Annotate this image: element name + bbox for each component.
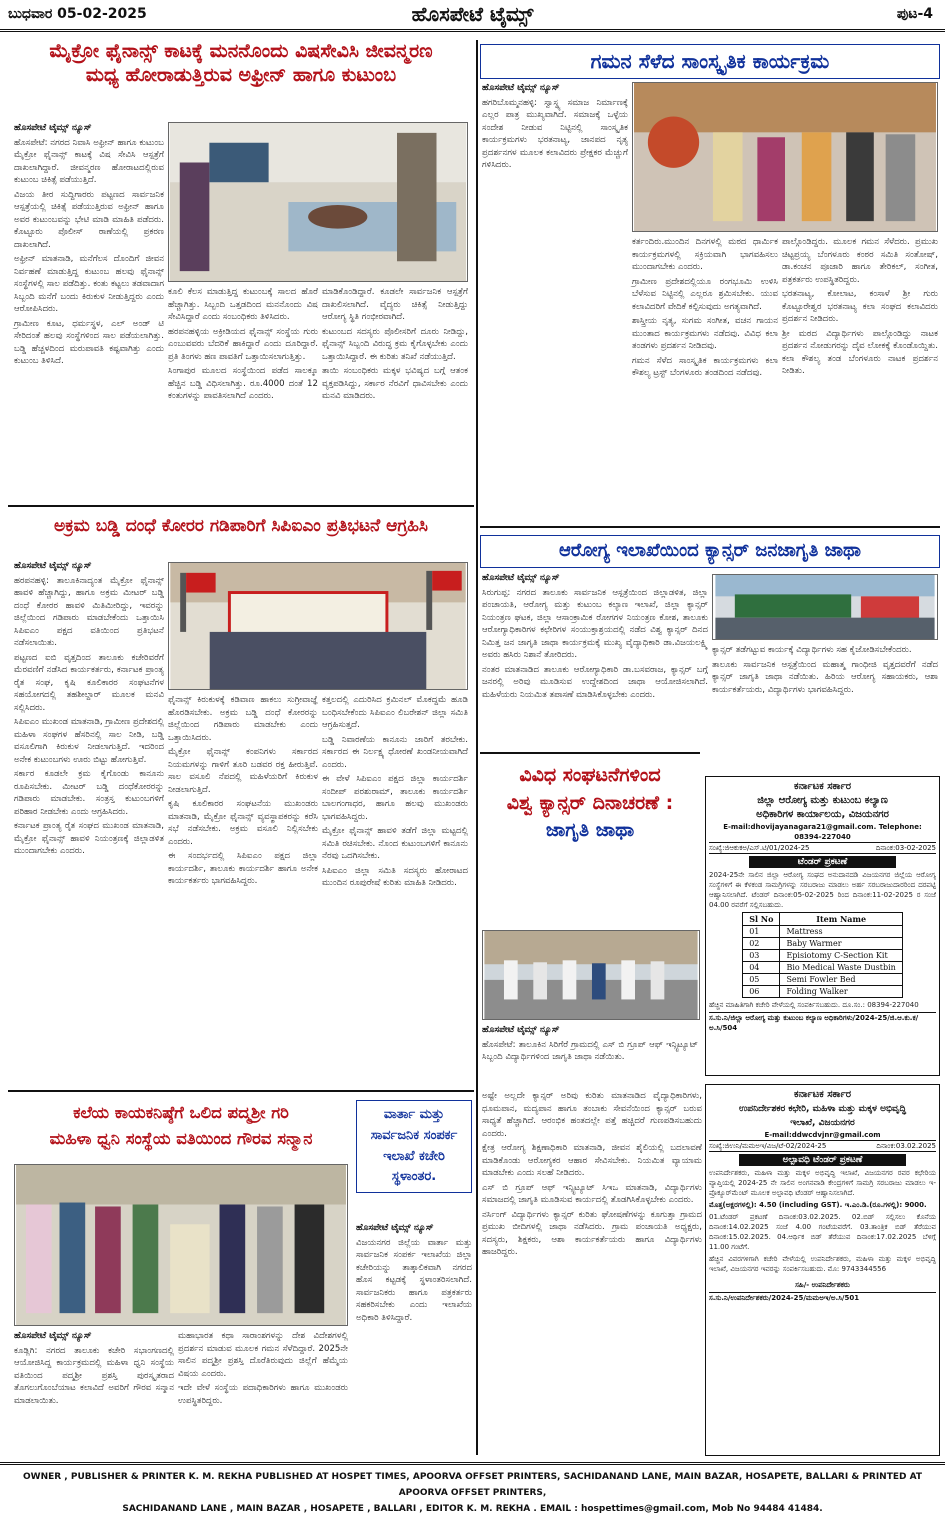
tender2-body: ಉಪನಿರ್ದೇಶಕರು, ಮಹಿಳಾ ಮತ್ತು ಮಕ್ಕಳ ಅಭಿವೃದ್ಧಿ ಇಲಾಖೆ, ವಿಜಯನಗರ ರವರ ಕಛೇರಿಯ ವ್ಯಾಪ್ತಿಯಲ್ಲಿ 2024-25 ನೇ ಸಾಲಿನ ಅಂಗನವಾಡಿ ಕೇಂದ್ರಗಳಿಗೆ ಸಾಮಗ್ರಿ ಸರಬರಾಜು ಮಾಡಲು ಇ-ಪ್ರೊಕ್ಯೂರ್‌ಮೆಂಟ್ ಮೂಲಕ ಅಲ್ಪಾವಧಿ ಟೆಂಡರ್ ಆಹ್ವಾನಿಸಲಾಗಿದೆ.: [709, 1169, 936, 1197]
stage-photo-image: [633, 83, 937, 231]
tender1-footer-ref: ಸ.ಸು.ನಿ/ಜಿಲ್ಲಾ ಆರೋಗ್ಯ ಮತ್ತು ಕುಟುಂಬ ಕಲ್ಯಾಣ ಅಧಿಕಾರಿಗಳು/2024-25/ಜಿ.ಆ.ಕು.ಕ/ಅ.ಸಿ/504: [709, 1012, 936, 1033]
page-number: ಪುಟ-4: [896, 6, 933, 22]
tender1-date: ದಿನಾಂಕ:03-02-2025: [875, 844, 936, 852]
tender2-dept-line2: ಇಲಾಖೆ, ವಿಜಯನಗರ: [790, 1118, 855, 1128]
article6-felicitation-photo: [14, 1164, 348, 1326]
article2-body-col2: ಕರ್ತಂದಿರು.ಮುಂದಿನ ದಿನಗಳಲ್ಲಿ ಮಠದ ಧಾರ್ಮಿಕ ಕಾರ್ಯಕ್ರಮಗಳಲ್ಲಿ ಸಕ್ರಿಯವಾಗಿ ಭಾಗವಹಿಸಲು ಮುಂದಾಗಬೇಕು ಎಂದರು. ಗ್ರಾಮೀಣ ಪ್ರದೇಶದಲ್ಲಿಯೂ ರಂಗಭೂಮಿ ಉಳಿಸಿ ಬೆಳೆಸುವ ನಿಟ್ಟಿನಲ್ಲಿ ಎಲ್ಲರೂ ಶ್ರಮಿಸಬೇಕು. ಯುವ ಕಲಾವಿದರಿಗೆ ವೇದಿಕೆ ಕಲ್ಪಿಸುವುದು ಅಗತ್ಯವಾಗಿದೆ. ಶಾಸ್ತ್ರೀಯ ನೃತ್ಯ, ಸುಗಮ ಸಂಗೀತ, ವಚನ ಗಾಯನ ಮುಂತಾದ ಕಾರ್ಯಕ್ರಮಗಳು ನಡೆದವು. ವಿವಿಧ ಕಲಾ ತಂಡಗಳು ಪ್ರದರ್ಶನ ನೀಡಿದವು. ಗಮನ ಸೆಳೆದ ಸಾಂಸ್ಕೃತಿಕ ಕಾರ್ಯಕ್ರಮಗಳು ಕಲಾ ಕೌಶಲ್ಯ ಟ್ರಸ್ಟ್ ಬೆಂಗಳೂರು ತಂಡದಿಂದ ನಡೆದವು.: [632, 237, 778, 378]
article1-body-col1: ಹೊಸಪೇಟೆ ಟೈಮ್ಸ್ ನ್ಯೂಸ್ ಹೊಸಪೇಟೆ: ನಗರದ ನಿವಾಸಿ ಅಫ್ರೀನ್ ಹಾಗೂ ಕುಟುಂಬ ಮೈಕ್ರೋ ಫೈನಾನ್ಸ್ ಕಾಟಕ್ಕೆ ವಿಷ ಸೇವಿಸಿ ಆಸ್ಪತ್ರೆಗೆ ದಾಖಲಾಗಿದ್ದಾರೆ. ಜೀವನ್ಮರಣ ಹೋರಾಟದಲ್ಲಿರುವ ಕುಟುಂಬ ಚಿಕಿತ್ಸೆ ಪಡೆಯುತ್ತಿದೆ. ವಿಜಯ ತೀರ ಸುದ್ದಿಗಾರರು ಪಟ್ಟಣದ ಸಾರ್ವಜನಿಕ ಆಸ್ಪತ್ರೆಯಲ್ಲಿ ಚಿಕಿತ್ಸೆ ಪಡೆಯುತ್ತಿರುವ ಅಫ್ರೀನ್ ಹಾಗೂ ಅವರ ಕುಟುಂಬವನ್ನು ಭೇಟಿ ಮಾಡಿ ಮಾಹಿತಿ ಪಡೆದರು. ಕೊಟ್ಟೂರು ಪೊಲೀಸ್ ಠಾಣೆಯಲ್ಲಿ ಪ್ರಕರಣ ದಾಖಲಾಗಿದೆ. ಅಫ್ರೀನ್ ಮಾತನಾಡಿ, ಮನೆಗೆಲಸ ದೊಂದಿಗೆ ಜೀವನ ನಿರ್ವಹಣೆ ಮಾಡುತ್ತಿದ್ದ ಕುಟುಂಬ ಹಲವು ಫೈನಾನ್ಸ್ ಸಂಸ್ಥೆಗಳಲ್ಲಿ ಸಾಲ ಪಡೆದಿತ್ತು. ಕಂತು ಕಟ್ಟಲು ತಡವಾದಾಗ ಸಿಬ್ಬಂದಿ ಮನೆಗೆ ಬಂದು ಕಿರುಕುಳ ನೀಡುತ್ತಿದ್ದರು ಎಂದು ಆರೋಪಿಸಿದರು. ಗ್ರಾಮೀಣ ಕೂಟ, ಧರ್ಮಸ್ಥಳ, ಎಲ್ ಅಂಡ್ ಟಿ ಸೇರಿದಂತೆ ಹಲವು ಸಂಸ್ಥೆಗಳಿಂದ ಸಾಲ ಪಡೆಯಲಾಗಿತ್ತು. ಬಡ್ಡಿ ಹೆಚ್ಚಳದಿಂದ ಮರುಪಾವತಿ ಕಷ್ಟವಾಗಿತ್ತು ಎಂದು ಕುಟುಂಬ ತಿಳಿಸಿದೆ.: [14, 123, 164, 366]
article5-headline-line3: ಜಾಗೃತಿ ಜಾಥಾ: [545, 819, 635, 842]
tender1-items-table: [742, 912, 903, 998]
article1-headline-line2: ಮಧ್ಯ ಹೋರಾಡುತ್ತಿರುವ ಅಫ್ರೀನ್ ಹಾಗೂ ಕುಟುಂಬ: [85, 63, 397, 86]
section-divider: [480, 752, 700, 754]
tender1-item: Semi Fowler Bed: [780, 974, 902, 986]
tender1-item: Baby Warmer: [780, 938, 902, 950]
felicitation-photo-image: [15, 1165, 347, 1325]
table-row: [743, 986, 903, 998]
tender1-dept-line1: ಜಿಲ್ಲಾ ಆರೋಗ್ಯ ಮತ್ತು ಕುಟುಂಬ ಕಲ್ಯಾಣ: [757, 795, 888, 806]
article5-body-col1: ಹೊಸಪೇಟೆ ಟೈಮ್ಸ್ ನ್ಯೂಸ್ ಹೊಸಪೇಟೆ: ತಾಲೂಕಿನ ಸಿರಿಗೆರೆ ಗ್ರಾಮದಲ್ಲಿ ಎಸ್ ಬಿ ಗ್ರೂಪ್ ಆಫ್ ಇನ್ಸ್ಟಿಟ್ಯೂಟ್ ಸಿಬ್ಬಂದಿ ವಿದ್ಯಾರ್ಥಿಗಳಿಂದ ಜಾಗೃತಿ ಜಾಥಾ ನಡೆಯಿತು.: [482, 1025, 698, 1062]
tender1-sl: 01: [743, 926, 780, 938]
table-row: [743, 938, 903, 950]
article4-byline: ಹೊಸಪೇಟೆ ಟೈಮ್ಸ್ ನ್ಯೂಸ್: [482, 573, 560, 583]
footer-line2: SACHIDANAND LANE , MAIN BAZAR , HOSAPETE , BALLARI , EDITOR K. M. REKHA . EMAIL : hospettimes@gmail.com, Mob No 94484 41484.: [122, 1504, 823, 1514]
tender1-sl: 02: [743, 938, 780, 950]
tender2-phone: 9743344556: [841, 1265, 887, 1273]
article5-headline-line2: ವಿಶ್ವ ಕ್ಯಾನ್ಸರ್ ದಿನಾಚರಣೆ :: [506, 791, 674, 814]
publisher-footer: [0, 1462, 945, 1514]
article1-byline: ಹೊಸಪೇಟೆ ಟೈಮ್ಸ್ ನ್ಯೂಸ್: [14, 123, 92, 133]
tender1-item: Folding Walker: [780, 986, 902, 998]
article5-byline: ಹೊಸಪೇಟೆ ಟೈಮ್ಸ್ ನ್ಯೂಸ್: [482, 1025, 560, 1035]
article4-body-col1: ಹೊಸಪೇಟೆ ಟೈಮ್ಸ್ ನ್ಯೂಸ್ ಸಿರುಗುಪ್ಪ: ನಗರದ ತಾಲೂಕು ಸಾರ್ವಜನಿಕ ಆಸ್ಪತ್ರೆಯಿಂದ ಜಿಲ್ಲಾಡಳಿತ, ಜಿಲ್ಲಾ ಪಂಚಾಯತಿ, ಆರೋಗ್ಯ ಮತ್ತು ಕುಟುಂಬ ಕಲ್ಯಾಣ ಇಲಾಖೆ, ಜಿಲ್ಲಾ ಕ್ಯಾನ್ಸರ್ ನಿಯಂತ್ರಣ ಘಟಕ, ಜಿಲ್ಲಾ ಆಸಾಂಕ್ರಾಮಿಕ ರೋಗಗಳ ನಿಯಂತ್ರಣ ಕೋಶ, ತಾಲೂಕು ಆರೋಗ್ಯಾಧಿಕಾರಿಗಳ ಕಛೇರಿಗಳ ಸಂಯುಕ್ತಾಶ್ರಯದಲ್ಲಿ ನಡೆದ ವಿಶ್ವ ಕ್ಯಾನ್ಸರ್ ದಿನದ ನಿಮಿತ್ತ ಜನ ಜಾಗೃತಿ ಜಾಥಾ ಕಾರ್ಯಕ್ರಮಕ್ಕೆ ಮುಖ್ಯ ವೈದ್ಯಾಧಿಕಾರಿ ಡಾ.ವಿಜಯಲಕ್ಷ್ಮಿ ಅವರು ಹಸಿರು ನಿಶಾನೆ ತೋರಿದರು. ನಂತರ ಮಾತನಾಡಿದ ತಾಲೂಕು ಆರೋಗ್ಯಾಧಿಕಾರಿ ಡಾ.ಬಸವರಾಜ, ಕ್ಯಾನ್ಸರ್ ಬಗ್ಗೆ ಜನರಲ್ಲಿ ಅರಿವು ಮೂಡಿಸುವ ಉದ್ದೇಶದಿಂದ ಜಾಥಾ ಆಯೋಜಿಸಲಾಗಿದೆ. ಮಹಿಳೆಯರು ನಿಯಮಿತ ತಪಾಸಣೆ ಮಾಡಿಸಿಕೊಳ್ಳಬೇಕು ಎಂದರು.: [482, 573, 708, 700]
table-row: [743, 926, 903, 938]
section-divider: [8, 505, 474, 507]
tender1-ref: ಸಂಖ್ಯೆ:ಜಿಆಕುಕಅ/ಎಸ್.ಟಿ/01/2024-25: [709, 844, 810, 852]
tender2-dept-line1: ಉಪನಿರ್ದೇಶಕರ ಕಛೇರಿ, ಮಹಿಳಾ ಮತ್ತು ಮಕ್ಕಳ ಅಭಿವೃದ್ಧಿ: [738, 1104, 907, 1114]
article5-walk-photo: [482, 930, 700, 1020]
tender1-item: Bio Medical Waste Dustbin: [780, 962, 902, 974]
masthead: [0, 0, 945, 32]
tender2-title: ಅಲ್ಪಾವಧಿ ಟೆಂಡರ್ ಪ್ರಕಟಣೆ: [739, 1154, 906, 1166]
article2-headline: ಗಮನ ಸೆಳೆದ ಸಾಂಸ್ಕೃತಿಕ ಕಾರ್ಯಕ್ರಮ: [480, 44, 940, 79]
tender2-ref: ಸಂಖ್ಯೆ:ಜಿಉನಿ/ಮಮಅಇ/ವಿಜ/ಟೆ-02/2024-25: [709, 1142, 827, 1150]
tender-notice-health: [705, 776, 940, 1076]
tender2-schedule: 01.ಟೆಂಡರ್ ಪ್ರಕಟಣೆ ದಿನಾಂಕ:03.02.2025. 02.ಬಿಡ್ ಸಲ್ಲಿಸಲು ಕೊನೆಯ ದಿನಾಂಕ:14.02.2025 ಸಂಜೆ 4.00 ಗಂಟೆಯವರೆಗೆ. 03.ತಾಂತ್ರಿಕ ಬಿಡ್ ತೆರೆಯುವ ದಿನಾಂಕ:15.02.2025. 04.ಆರ್ಥಿಕ ಬಿಡ್ ತೆರೆಯುವ ದಿನಾಂಕ:17.02.2025 ಬೆಳಿಗ್ಗೆ 11.00 ಗಂಟೆಗೆ.: [709, 1213, 936, 1251]
tender1-sl: 03: [743, 950, 780, 962]
table-row: [743, 962, 903, 974]
article2-body-col3: ಪಾಲ್ಗೊಂಡಿದ್ದರು. ಮೂಲಕ ಗಮನ ಸೆಳೆದರು. ಪ್ರಮುಖ ಚಿಟ್ಟಪ್ರಯ್ಯ ಬೆಂಗಳೂರು ಕಂಠರ ಸಮಿತಿ ಸಂತೋಷ್, ಡಾ.ಕಂಚನ ಪೂಜಾರಿ ಹಾಗೂ ತೇರಿಕಲ್, ಸಂಗೀತ, ಪತ್ರಕರ್ತರು ಉಪಸ್ಥಿತರಿದ್ದರು. ಭರತನಾಟ್ಯ, ಕೋಲಾಟ, ಕಂಸಾಳೆ ಶ್ರೀ ಗುರು ಕೊಟ್ಟೂರೇಶ್ವರ ಭರತನಾಟ್ಯ ಕಲಾ ಸಂಘದ ಕಲಾವಿದರು ಪ್ರದರ್ಶನ ನೀಡಿದರು. ಶ್ರೀ ಮಠದ ವಿದ್ಯಾರ್ಥಿಗಳು ಪಾಲ್ಗೊಂಡಿದ್ದು ನಾಟಕ ಪ್ರದರ್ಶನ ನೋಡುಗರನ್ನು ದೈವ ಲೋಕಕ್ಕೆ ಕೊಂಡೊಯ್ದಿತು. ಕಲಾ ಕೌಶಲ್ಯ ತಂಡ ಬೆಂಗಳೂರು ನಾಟಕ ಪ್ರದರ್ಶನ ನೀಡಿತು.: [782, 237, 938, 376]
article4-body-col2: ಕ್ಯಾನ್ಸರ್ ತಡೆಗಟ್ಟುವ ಕಾರ್ಯಕ್ಕೆ ವಿದ್ಯಾರ್ಥಿಗಳು ಸಹ ಕೈಜೋಡಿಸಬೇಕೆಂದರು. ತಾಲೂಕು ಸಾರ್ವಜನಿಕ ಆಸ್ಪತ್ರೆಯಿಂದ ಮಹಾತ್ಮ ಗಾಂಧೀಜಿ ವೃತ್ತದವರೆಗೆ ನಡೆದ ಕ್ಯಾನ್ಸರ್ ಜಾಗೃತಿ ಜಾಥಾ ನಡೆಯಿತು. ಹಿರಿಯ ಆರೋಗ್ಯ ಸಹಾಯಕರು, ಆಶಾ ಕಾರ್ಯಕರ್ತೆಯರು, ವಿದ್ಯಾರ್ಥಿಗಳು ಭಾಗವಹಿಸಿದ್ದರು.: [712, 645, 938, 695]
tender2-amount: ಮೊತ್ತ(ಅಕ್ಷರಗಳಲ್ಲಿ): 4.50 (including GST). ಇ.ಎಂ.ಡಿ.(ರೂ.ಗಳಲ್ಲಿ): 9000.: [709, 1201, 927, 1209]
article4-rally-photo: [712, 574, 938, 640]
article6-body-col2: ಮಹಾಭಾರತ ಕಥಾ ಸಾರಾಂಶಗಳನ್ನು ದೇಶ ವಿದೇಶಗಳಲ್ಲಿ ಪ್ರದರ್ಶನ ಮಾಡುವ ಮೂಲಕ ಗಮನ ಸೆಳೆದಿದ್ದಾರೆ. 2025ನೇ ಸಾಲಿನ ಪದ್ಮಶ್ರೀ ಪ್ರಶಸ್ತಿ ದೊರೆತಿರುವುದು ಜಿಲ್ಲೆಗೆ ಹೆಮ್ಮೆಯ ವಿಷಯ ಎಂದರು. ಇದೇ ವೇಳೆ ಸಂಸ್ಥೆಯ ಪದಾಧಿಕಾರಿಗಳು ಹಾಗೂ ಮುಖಂಡರು ಉಪಸ್ಥಿತರಿದ್ದರು.: [178, 1331, 348, 1406]
tender-notice-wcd: [705, 1084, 940, 1456]
tender2-contact: E-mail:ddwcdvjnr@gmail.com: [764, 1131, 881, 1139]
protest-photo-image: [169, 563, 467, 689]
tender1-col-item: Item Name: [780, 913, 902, 926]
article3-body-col2: ಫೈನಾನ್ಸ್ ಕಿರುಕುಳಕ್ಕೆ ಕಡಿವಾಣ ಹಾಕಲು ಸುಗ್ರೀವಾಜ್ಞೆ ಹೊರಡಿಸಬೇಕು. ಅಕ್ರಮ ಬಡ್ಡಿ ದಂಧೆ ಕೋರರನ್ನು ಜಿಲ್ಲೆಯಿಂದ ಗಡಿಪಾರು ಮಾಡಬೇಕು ಎಂದು ಒತ್ತಾಯಿಸಿದರು. ಮೈಕ್ರೋ ಫೈನಾನ್ಸ್ ಕಂಪನಿಗಳು ಸರ್ಕಾರದ ನಿಯಮಗಳನ್ನು ಗಾಳಿಗೆ ತೂರಿ ಬಡವರ ರಕ್ತ ಹೀರುತ್ತಿವೆ. ಸಾಲ ವಸೂಲಿ ನೆಪದಲ್ಲಿ ಮಹಿಳೆಯರಿಗೆ ಕಿರುಕುಳ ನೀಡಲಾಗುತ್ತಿದೆ. ಕೃಷಿ ಕೂಲಿಕಾರರ ಸಂಘಟನೆಯ ಮುಖಂಡರು ಮಾತನಾಡಿ, ಮೈಕ್ರೋ ಫೈನಾನ್ಸ್ ವ್ಯವಸ್ಥಾಪಕರನ್ನು ಕರೆಸಿ ಸಭೆ ನಡೆಸಬೇಕು. ಅಕ್ರಮ ವಸೂಲಿ ನಿಲ್ಲಿಸಬೇಕು ಎಂದರು. ಈ ಸಂದರ್ಭದಲ್ಲಿ ಸಿಪಿಐಎಂ ಪಕ್ಷದ ಜಿಲ್ಲಾ ಕಾರ್ಯದರ್ಶಿ, ತಾಲೂಕು ಕಾರ್ಯದರ್ಶಿ ಹಾಗೂ ಅನೇಕ ಕಾರ್ಯಕರ್ತರು ಭಾಗವಹಿಸಿದ್ದರು.: [168, 695, 318, 886]
tender1-dept-line2: ಅಧಿಕಾರಿಗಳ ಕಾರ್ಯಾಲಯ, ವಿಜಯನಗರ: [756, 809, 889, 820]
walk-photo-image: [483, 931, 699, 1019]
article7-body: ಹೊಸಪೇಟೆ ಟೈಮ್ಸ್ ನ್ಯೂಸ್ ವಿಜಯನಗರ ಜಿಲ್ಲೆಯ ವಾರ್ತಾ ಮತ್ತು ಸಾರ್ವಜನಿಕ ಸಂಪರ್ಕ ಇಲಾಖೆಯ ಜಿಲ್ಲಾ ಕಚೇರಿಯನ್ನು ತಾತ್ಕಾಲಿಕವಾಗಿ ನಗರದ ಹೊಸ ಕಟ್ಟಡಕ್ಕೆ ಸ್ಥಳಾಂತರಿಸಲಾಗಿದೆ. ಸಾರ್ವಜನಿಕರು ಹಾಗೂ ಪತ್ರಕರ್ತರು ಸಹಕರಿಸಬೇಕು ಎಂದು ಇಲಾಖೆಯ ಅಧಿಕಾರಿ ತಿಳಿಸಿದ್ದಾರೆ.: [356, 1223, 472, 1323]
tender2-footer-ref: ಸ.ಸು.ನಿ/ಉಪನಿರ್ದೇಶಕರು/2024-25/ಮಮಅಇ/ಅ.ಸಿ/501: [709, 1292, 936, 1303]
article3-body-col3: ಕತ್ತಲದಲ್ಲಿ ಎದುರಿಸಿದ ಕ್ರಮಿನಲ್ ಮೊಕದ್ದಮೆ ಹೂಡಿ ಬಂಧಿಸಬೇಕೆಂದು ಸಿಪಿಐಎಂ ಲಿಬರೇಶನ್ ಜಿಲ್ಲಾ ಸಮಿತಿ ಆಗ್ರಹಿಸುತ್ತದೆ. ಬಡ್ಡಿ ನಿವಾರಣೆಯ ಕಾನೂನು ಜಾರಿಗೆ ತರಬೇಕು. ಸರ್ಕಾರದ ಈ ನಿರ್ಲಕ್ಷ್ಯ ಧೋರಣೆ ಖಂಡನೀಯವಾಗಿದೆ ಎಂದರು. ಈ ವೇಳೆ ಸಿಪಿಐಎಂ ಪಕ್ಷದ ಜಿಲ್ಲಾ ಕಾರ್ಯದರ್ಶಿ ಸಂದೀಪ್ ಪರಶುರಾಮ್, ತಾಲೂಕು ಕಾರ್ಯದರ್ಶಿ ಬಾಲಗಂಗಾಧರ, ಹಾಗೂ ಹಲವು ಮುಖಂಡರು ಭಾಗವಹಿಸಿದ್ದರು. ಮೈಕ್ರೋ ಫೈನಾನ್ಸ್ ಹಾವಳಿ ತಡೆಗೆ ಜಿಲ್ಲಾ ಮಟ್ಟದಲ್ಲಿ ಸಮಿತಿ ರಚಿಸಬೇಕು. ನೊಂದ ಕುಟುಂಬಗಳಿಗೆ ಕಾನೂನು ನೆರವು ಒದಗಿಸಬೇಕು. ಸಿಪಿಐಎಂ ಜಿಲ್ಲಾ ಸಮಿತಿ ಸದಸ್ಯರು ಹೋರಾಟದ ಮುಂದಿನ ರೂಪುರೇಷೆ ಕುರಿತು ಮಾಹಿತಿ ನೀಡಿದರು.: [322, 695, 468, 888]
article1-body-col2: ಕೂಲಿ ಕೆಲಸ ಮಾಡುತ್ತಿದ್ದ ಕುಟುಂಬಕ್ಕೆ ಸಾಲದ ಹೊರೆ ಹೆಚ್ಚಾಗಿತ್ತು. ಸಿಬ್ಬಂದಿ ಒತ್ತಡದಿಂದ ಮನನೊಂದು ವಿಷ ಸೇವಿಸಿದ್ದಾರೆ ಎಂದು ಸಂಬಂಧಿಕರು ತಿಳಿಸಿದರು. ಹರಪನಹಳ್ಳಿಯ ಅಕ್ರೀಡಿಯದ ಫೈನಾನ್ಸ್ ಸಂಸ್ಥೆಯ ಗುರು ಎಂಬುವವರು ಬೆದರಿಕೆ ಹಾಕಿದ್ದಾರೆ ಎಂದು ದೂರಿದ್ದಾರೆ. ಪ್ರತಿ ತಿಂಗಳು ಹಣ ಪಾವತಿಗೆ ಒತ್ತಾಯಿಸಲಾಗುತ್ತಿತ್ತು. ಸಿಂಗಾಪುರ ಮೂಲದ ಸಂಸ್ಥೆಯಿಂದ ಪಡೆದ ಸಾಲಕ್ಕೂ ಹೆಚ್ಚಿನ ಬಡ್ಡಿ ವಿಧಿಸಲಾಗಿತ್ತು. ರೂ.4000 ದಂತೆ 12 ಕಂತುಗಳನ್ನು ಪಾವತಿಸಲಾಗಿದೆ ಎಂದರು.: [168, 287, 318, 401]
table-row: [743, 950, 903, 962]
tender2-ref-row: [709, 1140, 936, 1152]
article2-byline: ಹೊಸಪೇಟೆ ಟೈಮ್ಸ್ ನ್ಯೂಸ್: [482, 83, 560, 93]
tender1-sl: 05: [743, 974, 780, 986]
column-divider: [476, 40, 478, 1455]
tender1-item: Episiotomy C-Section Kit: [780, 950, 902, 962]
rally-photo-image: [713, 575, 937, 639]
article6-headline-line2: ಮಹಿಳಾ ಧ್ವನಿ ಸಂಸ್ಥೆಯ ವತಿಯಿಂದ ಗೌರವ ಸನ್ಮಾನ: [49, 1128, 313, 1148]
article1-headline-line1: ಮೈಕ್ರೋ ಫೈನಾನ್ಸ್ ಕಾಟಕ್ಕೆ ಮನನೊಂದು ವಿಷಸೇವಿಸಿ ಜೀವನ್ಮರಣ: [49, 40, 433, 62]
article3-body-col1: ಹೊಸಪೇಟೆ ಟೈಮ್ಸ್ ನ್ಯೂಸ್ ಹರಪನಹಳ್ಳಿ: ತಾಲೂಕಿನಾದ್ಯಂತ ಮೈಕ್ರೋ ಫೈನಾನ್ಸ್ ಹಾವಳಿ ಹೆಚ್ಚಾಗಿದ್ದು, ಹಾಗೂ ಅಕ್ರಮ ಮೀಟರ್ ಬಡ್ಡಿ ದಂಧೆ ಕೋರರ ಹಾವಳಿ ಮಿತಿಮೀರಿದ್ದು, ಇವರನ್ನು ಜಿಲ್ಲೆಯಿಂದ ಗಡಿಪಾರು ಮಾಡಬೇಕೆಂದು ಒತ್ತಾಯಿಸಿ ಸಿಪಿಐಎಂ ಪಕ್ಷದ ವತಿಯಿಂದ ಪ್ರತಿಭಟನೆ ನಡೆಸಲಾಯಿತು. ಪಟ್ಟಣದ ಐಬಿ ವೃತ್ತದಿಂದ ತಾಲೂಕು ಕಚೇರಿವರೆಗೆ ಮೆರವಣಿಗೆ ನಡೆಸಿದ ಕಾರ್ಯಕರ್ತರು, ಕರ್ನಾಟಕ ಪ್ರಾಂತ್ಯ ರೈತ ಸಂಘ, ಕೃಷಿ ಕೂಲಿಕಾರರ ಸಂಘಟನೆಗಳ ಸಹಯೋಗದಲ್ಲಿ ತಹಶೀಲ್ದಾರ್ ಮೂಲಕ ಮನವಿ ಸಲ್ಲಿಸಿದರು. ಸಿಪಿಐಎಂ ಮುಖಂಡ ಮಾತನಾಡಿ, ಗ್ರಾಮೀಣ ಪ್ರದೇಶದಲ್ಲಿ ಮಹಿಳಾ ಸಂಘಗಳ ಹೆಸರಿನಲ್ಲಿ ಸಾಲ ನೀಡಿ, ಬಡ್ಡಿ ವಸೂಲಿಗಾಗಿ ಕಿರುಕುಳ ನೀಡಲಾಗುತ್ತಿದೆ. ಇದರಿಂದ ಅನೇಕ ಕುಟುಂಬಗಳು ಊರು ಬಿಟ್ಟು ಹೋಗುತ್ತಿವೆ. ಸರ್ಕಾರ ಕೂಡಲೇ ಕ್ರಮ ಕೈಗೊಂಡು ಕಾನೂನು ರೂಪಿಸಬೇಕು. ಮೀಟರ್ ಬಡ್ಡಿ ದಂಧೆಕೋರರನ್ನು ಗಡಿಪಾರು ಮಾಡಬೇಕು. ಸಂತ್ರಸ್ತ ಕುಟುಂಬಗಳಿಗೆ ಪರಿಹಾರ ನೀಡಬೇಕು ಎಂದು ಆಗ್ರಹಿಸಿದರು. ಕರ್ನಾಟಕ ಪ್ರಾಂತ್ಯ ರೈತ ಸಂಘದ ಮುಖಂಡ ಮಾತನಾಡಿ, ಮೈಕ್ರೋ ಫೈನಾನ್ಸ್ ಹಾವಳಿ ನಿಯಂತ್ರಣಕ್ಕೆ ಜಿಲ್ಲಾಡಳಿತ ಮುಂದಾಗಬೇಕು ಎಂದರು.: [14, 561, 164, 856]
article2-stage-photo: [632, 82, 938, 232]
tender1-body: 2024-25ನೇ ಸಾಲಿನ ಜಿಲ್ಲಾ ಆರೋಗ್ಯ ಸಂಘದ ಅನುದಾನದಡಿ ವಿಜಯನಗರ ಜಿಲ್ಲೆಯ ಆರೋಗ್ಯ ಸಂಸ್ಥೆಗಳಿಗೆ ಈ ಕೆಳಕಂಡ ಸಾಮಗ್ರಿಗಳನ್ನು ಸರಬರಾಜು ಮಾಡಲು ಅರ್ಹ ಸರಬರಾಜುದಾರರಿಂದ ದರಪಟ್ಟಿ ಆಹ್ವಾನಿಸಲಾಗಿದೆ. ಟೆಂಡರ್ ದಿನಾಂಕ:05-02-2025 ರಿಂದ ದಿನಾಂಕ:11-02-2025 ರ ಸಂಜೆ 04.00 ರವರೆಗೆ ಸಲ್ಲಿಸಬಹುದು.: [709, 871, 936, 909]
tender1-govt: ಕರ್ನಾಟಕ ಸರ್ಕಾರ: [793, 781, 852, 792]
table-row: [743, 974, 903, 986]
article3-headline: ಅಕ್ರಮ ಬಡ್ಡಿ ದಂಧೆ ಕೋರರ ಗಡಿಪಾರಿಗೆ ಸಿಪಿಐಎಂ ಪ್ರತಿಭಟನೆ ಆಗ್ರಹಿಸಿ: [54, 516, 428, 536]
article1-hospital-photo: [168, 122, 468, 282]
tender2-date: ದಿನಾಂಕ:03.02.2025: [876, 1142, 936, 1150]
tender1-sl: 06: [743, 986, 780, 998]
article6-body-col1: ಹೊಸಪೇಟೆ ಟೈಮ್ಸ್ ನ್ಯೂಸ್ ಕೂಡ್ಲಿಗಿ: ನಗರದ ತಾಲೂಕು ಕಚೇರಿ ಸಭಾಂಗಣದಲ್ಲಿ ಆಯೋಜಿಸಿದ್ದ ಕಾರ್ಯಕ್ರಮದಲ್ಲಿ ಮಹಿಳಾ ಧ್ವನಿ ಸಂಸ್ಥೆಯ ವತಿಯಿಂದ ಪದ್ಮಶ್ರೀ ಪ್ರಶಸ್ತಿ ಪುರಸ್ಕೃತರಾದ ತೊಗಲುಗೊಂಬೆಯಾಟ ಕಲಾವಿದೆ ಅವರಿಗೆ ಗೌರವ ಸನ್ಮಾನ ಮಾಡಲಾಯಿತು.: [14, 1331, 174, 1406]
tender1-ref-row: [709, 842, 936, 854]
article1-headline: [10, 40, 472, 88]
tender1-terms: ಹೆಚ್ಚಿನ ಮಾಹಿತಿಗಾಗಿ ಕಚೇರಿ ವೇಳೆಯಲ್ಲಿ ಸಂಪರ್ಕಿಸಬಹುದು. ದೂ.ಸಂ.: 08394-227040: [709, 1001, 919, 1009]
tender1-col-sl: Sl No: [743, 913, 780, 926]
article6-headline-line1: ಕಲೆಯ ಕಾಯಕನಿಷ್ಠೆಗೆ ಒಲಿದ ಪದ್ಮಶ್ರೀ ಗರಿ: [73, 1103, 289, 1122]
article1-body-col3: ಮಾಡಿಕೊಂಡಿದ್ದಾರೆ. ಕೂಡಲೇ ಸಾರ್ವಜನಿಕ ಆಸ್ಪತ್ರೆಗೆ ದಾಖಲಿಸಲಾಗಿದೆ. ವೈದ್ಯರು ಚಿಕಿತ್ಸೆ ನೀಡುತ್ತಿದ್ದು ಆರೋಗ್ಯ ಸ್ಥಿತಿ ಗಂಭೀರವಾಗಿದೆ. ಕುಟುಂಬದ ಸದಸ್ಯರು ಪೊಲೀಸರಿಗೆ ದೂರು ನೀಡಿದ್ದು, ಫೈನಾನ್ಸ್ ಸಿಬ್ಬಂದಿ ವಿರುದ್ಧ ಕ್ರಮ ಕೈಗೊಳ್ಳಬೇಕು ಎಂದು ಒತ್ತಾಯಿಸಿದ್ದಾರೆ. ಈ ಕುರಿತು ತನಿಖೆ ನಡೆಯುತ್ತಿದೆ. ತಾಯಿ ಸಂಬಂಧಿಕರು ಮಕ್ಕಳ ಭವಿಷ್ಯದ ಬಗ್ಗೆ ಆತಂಕ ವ್ಯಕ್ತಪಡಿಸಿದ್ದು, ಸರ್ಕಾರ ನೆರವಿಗೆ ಧಾವಿಸಬೇಕು ಎಂದು ಮನವಿ ಮಾಡಿದರು.: [322, 287, 468, 401]
hospital-photo-image: [169, 123, 467, 281]
tender1-item: Mattress: [780, 926, 902, 938]
section-divider: [8, 1090, 474, 1092]
article5-headline: [482, 762, 698, 845]
article7-byline: ಹೊಸಪೇಟೆ ಟೈಮ್ಸ್ ನ್ಯೂಸ್: [356, 1223, 434, 1233]
article6-headline: [10, 1100, 352, 1151]
tender2-terms: ಹೆಚ್ಚಿನ ವಿವರಗಳಿಗಾಗಿ ಕಚೇರಿ ವೇಳೆಯಲ್ಲಿ ಉಪನಿರ್ದೇಶಕರು, ಮಹಿಳಾ ಮತ್ತು ಮಕ್ಕಳ ಅಭಿವೃದ್ಧಿ ಇಲಾಖೆ, ವಿಜಯನಗರ ಇವರನ್ನು ಸಂಪರ್ಕಿಸಬಹುದು. ಮೊ: 9743344556: [709, 1255, 936, 1273]
footer-line1: OWNER , PUBLISHER & PRINTER K. M. REKHA PUBLISHED AT HOSPET TIMES, APOORVA OFFSET PRINTERS, SACHIDANAND LANE, MAIN BAZAR, HOSAPETE, BALLARI & PRINTED AT APOORVA OFFSET PRINTERS,: [22, 1472, 923, 1498]
article3-byline: ಹೊಸಪೇಟೆ ಟೈಮ್ಸ್ ನ್ಯೂಸ್: [14, 561, 92, 571]
article5-headline-line1: ವಿವಿಧ ಸಂಘಟನೆಗಳಿಂದ: [519, 764, 661, 786]
section-divider: [480, 526, 940, 528]
article5-body-col2: ಅಷ್ಟೇ ಅಲ್ಲದೇ ಕ್ಯಾನ್ಸರ್ ಅರಿವು ಕುರಿತು ಮಾತನಾಡಿದ ವೈದ್ಯಾಧಿಕಾರಿಗಳು, ಧೂಮಪಾನ, ಮದ್ಯಪಾನ ಹಾಗೂ ತಂಬಾಕು ಸೇವನೆಯಿಂದ ಕ್ಯಾನ್ಸರ್ ಬರುವ ಸಾಧ್ಯತೆ ಹೆಚ್ಚಾಗಿದೆ. ಆರಂಭಿಕ ಹಂತದಲ್ಲೇ ಪತ್ತೆ ಹಚ್ಚಿದರೆ ಗುಣಪಡಿಸಬಹುದು ಎಂದರು. ಕ್ಷೇತ್ರ ಆರೋಗ್ಯ ಶಿಕ್ಷಣಾಧಿಕಾರಿ ಮಾತನಾಡಿ, ಜೀವನ ಶೈಲಿಯಲ್ಲಿ ಬದಲಾವಣೆ ಮಾಡಿಕೊಂಡು ಆರೋಗ್ಯಕರ ಆಹಾರ ಸೇವಿಸಬೇಕು. ನಿಯಮಿತ ವ್ಯಾಯಾಮ ಮಾಡಬೇಕು ಎಂದು ಸಲಹೆ ನೀಡಿದರು. ಎಸ್ ಬಿ ಗ್ರೂಪ್ ಆಫ್ ಇನ್ಸ್ಟಿಟ್ಯೂಟ್ ಸಿಇಒ ಮಾತನಾಡಿ, ವಿದ್ಯಾರ್ಥಿಗಳು ಸಮಾಜದಲ್ಲಿ ಜಾಗೃತಿ ಮೂಡಿಸುವ ಕಾರ್ಯದಲ್ಲಿ ತೊಡಗಿಸಿಕೊಳ್ಳಬೇಕು ಎಂದರು. ನರ್ಸಿಂಗ್ ವಿದ್ಯಾರ್ಥಿಗಳು ಕ್ಯಾನ್ಸರ್ ಕುರಿತು ಘೋಷಣೆಗಳನ್ನು ಕೂಗುತ್ತಾ ಗ್ರಾಮದ ಪ್ರಮುಖ ಬೀದಿಗಳಲ್ಲಿ ಜಾಥಾ ನಡೆಸಿದರು. ಗ್ರಾಮ ಪಂಚಾಯತಿ ಅಧ್ಯಕ್ಷರು, ಸದಸ್ಯರು, ಶಿಕ್ಷಕರು, ಆಶಾ ಕಾರ್ಯಕರ್ತೆಯರು ಹಾಗೂ ವಿದ್ಯಾರ್ಥಿಗಳು ಹಾಜರಿದ್ದರು.: [482, 1091, 702, 1257]
tender1-contact: E-mail:dhovijayanagara21@gmail.com. Telephone: 08394-227040: [723, 823, 922, 841]
article4-headline: ಆರೋಗ್ಯ ಇಲಾಖೆಯಿಂದ ಕ್ಯಾನ್ಸರ್ ಜನಜಾಗೃತಿ ಜಾಥಾ: [480, 535, 940, 568]
article7-headline: ವಾರ್ತಾ ಮತ್ತು ಸಾರ್ವಜನಿಕ ಸಂಪರ್ಕ ಇಲಾಖೆ ಕಚೇರಿ ಸ್ಥಳಾಂತರ.: [356, 1100, 472, 1193]
article2-body-col1: ಹೊಸಪೇಟೆ ಟೈಮ್ಸ್ ನ್ಯೂಸ್ ಹಗರಿಬೊಮ್ಮನಹಳ್ಳಿ: ಸ್ವಾಸ್ಥ್ಯ ಸಮಾಜ ನಿರ್ಮಾಣಕ್ಕೆ ಎಲ್ಲರ ಪಾತ್ರ ಮುಖ್ಯವಾಗಿದೆ. ಸಮಾಜಕ್ಕೆ ಒಳ್ಳೆಯ ಸಂದೇಶ ನೀಡುವ ನಿಟ್ಟಿನಲ್ಲಿ ಸಾಂಸ್ಕೃತಿಕ ಕಾರ್ಯಕ್ರಮಗಳು ಭರತನಾಟ್ಯ, ಜಾನಪದ ನೃತ್ಯ ಪ್ರದರ್ಶನಗಳ ಮೂಲಕ ಕಲಾವಿದರು ಪ್ರೇಕ್ಷಕರ ಮೆಚ್ಚುಗೆ ಗಳಿಸಿದರು.: [482, 83, 628, 170]
article6-byline: ಹೊಸಪೇಟೆ ಟೈಮ್ಸ್ ನ್ಯೂಸ್: [14, 1331, 92, 1341]
tender1-sl: 04: [743, 962, 780, 974]
tender2-govt: ಕರ್ನಾಟಕ ಸರ್ಕಾರ: [793, 1089, 852, 1100]
newspaper-title: ಹೊಸಪೇಟೆ ಟೈಮ್ಸ್: [411, 2, 534, 26]
issue-date: ಬುಧವಾರ 05-02-2025: [8, 6, 147, 22]
tender1-title: ಟೆಂಡರ್ ಪ್ರಕಟಣೆ: [749, 856, 896, 868]
article3-protest-photo: [168, 562, 468, 690]
tender2-signature: ಸಹಿ/- ಉಪನಿರ್ದೇಶಕರು: [795, 1281, 850, 1289]
